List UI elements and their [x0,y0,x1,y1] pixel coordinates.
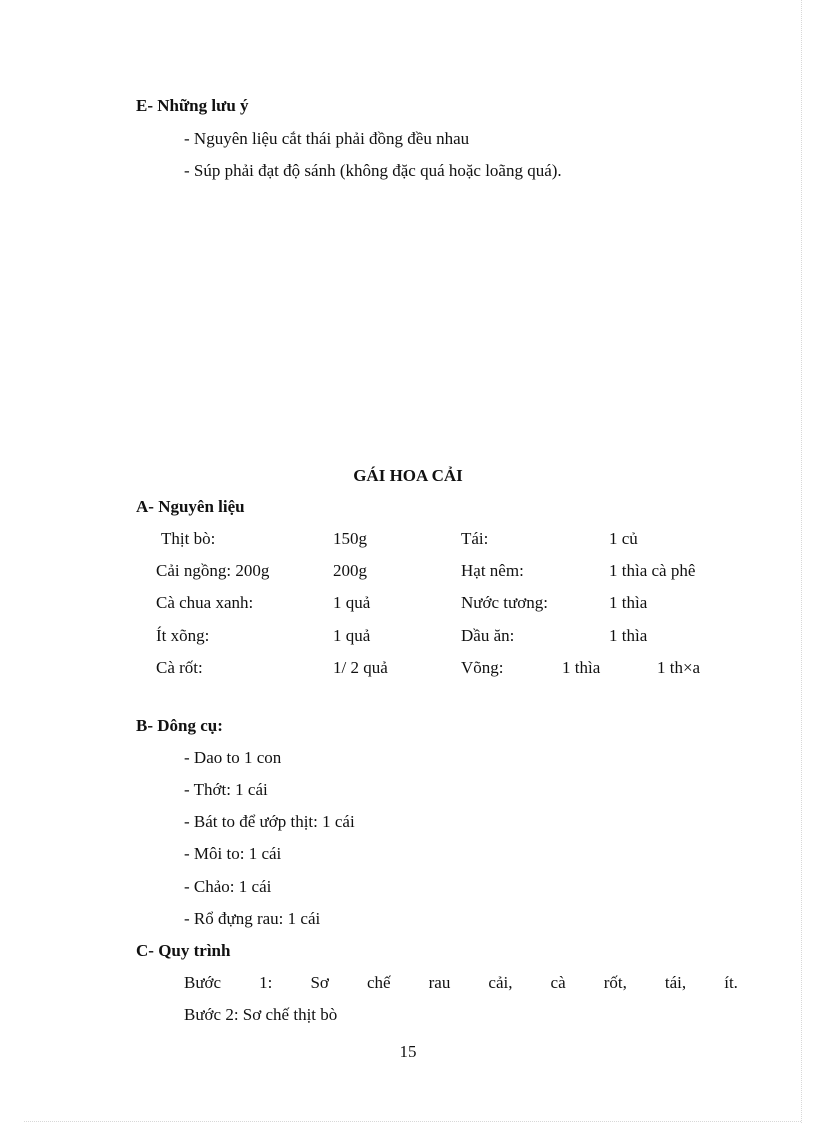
page-border-bottom [24,1121,801,1122]
tool-item: - Thớt: 1 cái [184,780,268,799]
step-2-line: Bước 2: Sơ chế thịt bò [184,1005,338,1024]
seasoning-amount: 1 củ [609,529,638,548]
seasoning-name: Võng: [461,658,504,677]
step-1-word: cà [550,973,566,992]
tool-item: - Rổ đựng rau: 1 cái [184,909,321,928]
page-number: 15 [399,1042,417,1061]
seasoning-name: Nước tương: [461,593,548,612]
section-e-note: - Súp phải đạt độ sánh (không đặc quá hoặc loãng quá). [184,161,562,180]
step-1-line [184,972,738,994]
section-c-heading: C- Quy trình [136,941,231,960]
step-1-word: Sơ [310,973,329,992]
step-1-word: rau [428,973,451,992]
tool-item: - Dao to 1 con [184,748,282,767]
section-a-heading: A- Nguyên liệu [136,497,245,516]
seasoning-name: Dầu ăn: [461,626,515,645]
recipe-title: GÁI HOA CẢI [353,466,463,485]
ingredient-amount: 1/ 2 quả [333,658,388,677]
ingredient-amount: 150g [333,529,367,548]
ingredient-name: Ít xõng: [156,626,210,645]
tool-item: - Bát to để ướp thịt: 1 cái [184,812,355,831]
tool-item: - Chảo: 1 cái [184,877,272,896]
seasoning-amount: 1 thìa cà phê [609,561,696,580]
section-b-heading: B- Dông cụ: [136,716,223,735]
step-1-word: rốt, [603,973,627,992]
seasoning-amount-alt: 1 th×a [657,658,701,677]
ingredient-amount: 1 quả [333,626,371,645]
seasoning-amount: 1 thìa [562,658,601,677]
tool-item: - Môi to: 1 cái [184,844,282,863]
step-1-word: ít. [724,973,738,992]
step-1-word: cải, [488,973,513,992]
step-1-word: 1: [259,973,273,992]
step-1-word: tái, [664,973,687,992]
section-e-note: - Nguyên liệu cắt thái phải đồng đều nhau [184,129,470,148]
ingredient-name: Cà chua xanh: [156,593,254,612]
ingredient-amount: 200g [333,561,367,580]
ingredient-name: Cải ngồng: 200g [156,561,270,580]
ingredient-name: Thịt bò: [161,529,216,548]
seasoning-amount: 1 thìa [609,593,648,612]
ingredient-amount: 1 quả [333,593,371,612]
section-e-heading: E- Những lưu ý [136,96,249,115]
step-1-word: chế [366,973,391,992]
ingredient-name: Cà rốt: [156,658,203,677]
seasoning-name: Hạt nêm: [461,561,524,580]
seasoning-amount: 1 thìa [609,626,648,645]
seasoning-name: Tái: [461,529,489,548]
page-border-right [801,0,802,1123]
step-1-word: Bước [184,973,222,992]
